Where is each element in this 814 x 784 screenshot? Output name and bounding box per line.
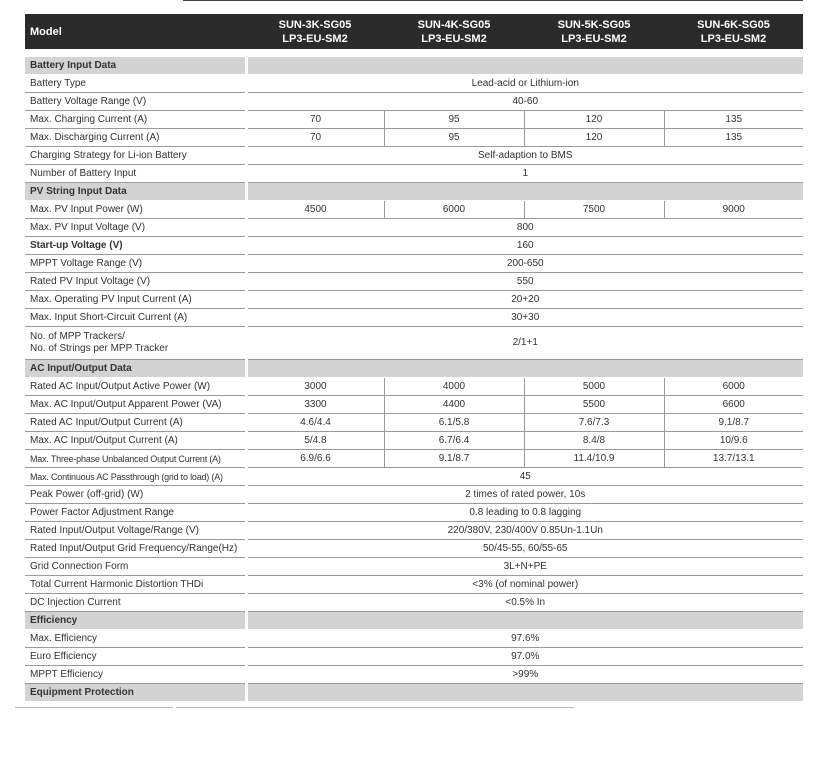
table-row: Max. Discharging Current (A) 70 95 120 135 <box>25 129 803 147</box>
mpp-trackers-label: No. of MPP Trackers/ No. of Strings per MPP Tracker <box>25 327 246 360</box>
model-column-4: SUN-6K-SG05 LP3-EU-SM2 <box>664 14 803 49</box>
section-efficiency: Efficiency <box>25 612 803 630</box>
model-header: Model <box>25 14 246 49</box>
table-row: Max. Continuous AC Passthrough (grid to load) (A) 45 <box>25 468 803 486</box>
table-row: Total Current Harmonic Distortion THDi <3% (of nominal power) <box>25 576 803 594</box>
cropped-row-remnant <box>176 707 574 708</box>
table-row: Grid Connection Form 3L+N+PE <box>25 558 803 576</box>
table-row: Number of Battery Input 1 <box>25 165 803 183</box>
section-battery-input: Battery Input Data <box>25 57 803 75</box>
section-pv-string-input: PV String Input Data <box>25 183 803 201</box>
table-row: Charging Strategy for Li-ion Battery Self-adaption to BMS <box>25 147 803 165</box>
table-row: Start-up Voltage (V) 160 <box>25 237 803 255</box>
table-row: Max. Three-phase Unbalanced Output Current (A) 6.9/6.6 9.1/8.7 11.4/10.9 13.7/13.1 <box>25 450 803 468</box>
table-row: DC Injection Current <0.5% In <box>25 594 803 612</box>
table-row: Rated AC Input/Output Current (A) 4.6/4.4 6.1/5.8 7.6/7.3 9.1/8.7 <box>25 414 803 432</box>
table-row: Rated PV Input Voltage (V) 550 <box>25 273 803 291</box>
table-row: Battery Voltage Range (V) 40-60 <box>25 93 803 111</box>
table-row: Rated Input/Output Voltage/Range (V) 220/380V, 230/400V 0.85Un-1.1Un <box>25 522 803 540</box>
table-row: Max. Charging Current (A) 70 95 120 135 <box>25 111 803 129</box>
table-row: Euro Efficiency 97.0% <box>25 648 803 666</box>
table-row: Max. AC Input/Output Current (A) 5/4.8 6.7/6.4 8.4/8 10/9.6 <box>25 432 803 450</box>
table-row: Max. PV Input Voltage (V) 800 <box>25 219 803 237</box>
table-row: No. of MPP Trackers/ No. of Strings per MPP Tracker 2/1+1 <box>25 327 803 360</box>
table-row: MPPT Efficiency >99% <box>25 666 803 684</box>
table-row: Power Factor Adjustment Range 0.8 leading to 0.8 lagging <box>25 504 803 522</box>
cropped-row-remnant <box>15 707 173 708</box>
table-row: Max. Input Short-Circuit Current (A) 30+30 <box>25 309 803 327</box>
table-row: Battery Type Lead-acid or Lithium-ion <box>25 75 803 93</box>
table-row: Max. PV Input Power (W) 4500 6000 7500 9000 <box>25 201 803 219</box>
top-divider <box>183 0 803 1</box>
table-row: Rated AC Input/Output Active Power (W) 3000 4000 5000 6000 <box>25 378 803 396</box>
table-row: Max. AC Input/Output Apparent Power (VA) 3300 4400 5500 6600 <box>25 396 803 414</box>
model-column-1: SUN-3K-SG05 LP3-EU-SM2 <box>246 14 384 49</box>
table-row: Max. Operating PV Input Current (A) 20+20 <box>25 291 803 309</box>
section-equipment-protection: Equipment Protection <box>25 684 803 702</box>
table-row: Max. Efficiency 97.6% <box>25 630 803 648</box>
table-header <box>25 14 803 49</box>
table-row: Rated Input/Output Grid Frequency/Range(Hz) 50/45-55, 60/55-65 <box>25 540 803 558</box>
table-row: MPPT Voltage Range (V) 200-650 <box>25 255 803 273</box>
table-row: Peak Power (off-grid) (W) 2 times of rated power, 10s <box>25 486 803 504</box>
model-column-3: SUN-5K-SG05 LP3-EU-SM2 <box>524 14 664 49</box>
section-ac-input-output: AC Input/Output Data <box>25 360 803 378</box>
specification-table <box>25 14 803 702</box>
model-column-2: SUN-4K-SG05 LP3-EU-SM2 <box>384 14 524 49</box>
